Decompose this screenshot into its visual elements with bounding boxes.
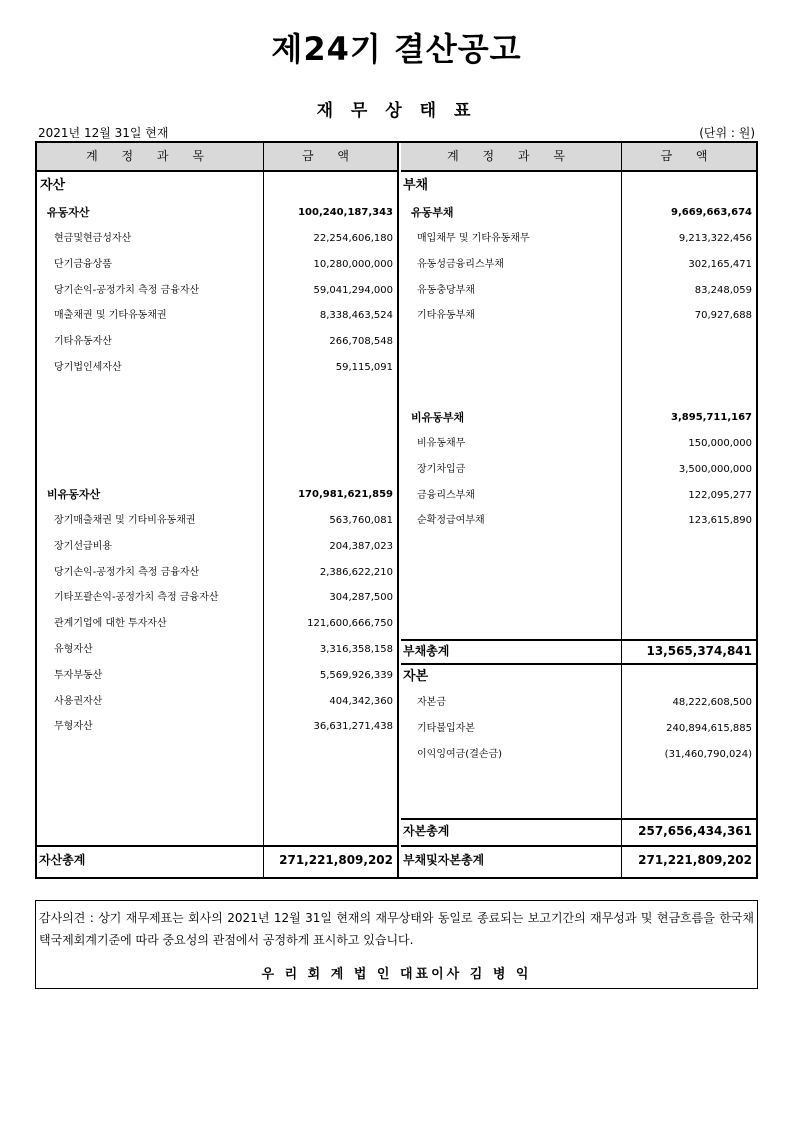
line-item-row — [54, 334, 393, 350]
page-title: 제24기 결산공고 — [271, 30, 522, 68]
total-divider — [37, 845, 397, 847]
liabilities-section: 부채 — [403, 178, 429, 193]
statement-title: 재 무 상 태 표 — [316, 101, 477, 121]
equity-total-top — [401, 818, 756, 820]
line-item-row — [417, 257, 752, 273]
line-item-row — [417, 695, 752, 711]
line-item-row — [54, 590, 393, 606]
line-item-amount: 3,316,358,158 — [319, 644, 393, 655]
line-item-label: 당기법인세자산 — [54, 362, 122, 373]
equity-section: 자본 — [403, 669, 429, 684]
line-item-label: 관계기업에 대한 투자자산 — [54, 618, 167, 630]
line-item-label: 기타포괄손익-공정가치 측정 금융자산 — [54, 592, 219, 604]
line-item-row — [417, 283, 752, 299]
column-divider — [263, 143, 264, 879]
line-item-label: 투자부동산 — [54, 669, 103, 681]
line-item-amount: 266,708,548 — [329, 336, 393, 348]
line-item-amount: 70,927,688 — [694, 310, 752, 322]
assets-column — [37, 143, 399, 877]
line-item-amount: 8,338,463,524 — [319, 310, 393, 322]
line-item-amount: 204,387,023 — [329, 540, 393, 552]
line-item-amount: 563,760,081 — [329, 515, 393, 526]
balance-sheet-table — [35, 141, 758, 879]
line-item-amount: 59,115,091 — [335, 362, 393, 373]
line-item-row — [417, 231, 752, 247]
auditor-signature: 우 리 회 계 법 인 대표이사 김 병 익 — [261, 967, 532, 982]
column-divider — [621, 143, 622, 879]
line-item-label: 비유동채무 — [417, 438, 466, 449]
assets-section: 자산 — [40, 178, 66, 193]
line-item-row — [54, 694, 393, 710]
account-header: 계 정 과 목 — [447, 149, 575, 163]
account-header: 계 정 과 목 — [86, 149, 214, 163]
line-item-amount: 5,569,926,339 — [319, 669, 393, 681]
line-item-amount: 302,165,471 — [688, 258, 752, 270]
noncurrent-liabilities-row: 비유동부채 3,895,711,167 — [411, 411, 752, 424]
line-item-amount: 123,615,890 — [688, 515, 752, 527]
line-item-amount: 83,248,059 — [694, 284, 752, 296]
liabilities-header — [401, 143, 756, 172]
line-item-row — [54, 257, 393, 273]
line-item-amount: 59,041,294,000 — [313, 284, 393, 296]
assets-header — [37, 143, 397, 172]
line-item-row — [417, 436, 752, 452]
line-item-label: 매출채권 및 기타유동채권 — [54, 310, 167, 322]
line-item-label: 기타유동자산 — [54, 336, 112, 348]
audit-opinion-box — [35, 900, 758, 989]
line-item-row — [417, 721, 752, 737]
line-item-amount: 22,254,606,180 — [313, 233, 393, 244]
line-item-label: 단기금융상품 — [54, 258, 112, 270]
line-item-label: 순확정급여부채 — [417, 515, 485, 527]
line-item-amount: 150,000,000 — [688, 438, 752, 449]
line-item-label: 유동성금융리스부채 — [417, 258, 504, 270]
line-item-label: 유형자산 — [54, 644, 93, 655]
line-item-amount: 240,894,615,885 — [666, 722, 752, 734]
line-item-label: 기타유동부채 — [417, 310, 475, 322]
line-item-label: 장기매출채권 및 기타비유동채권 — [54, 515, 196, 526]
line-item-amount: 9,213,322,456 — [678, 233, 752, 244]
line-item-row — [54, 308, 393, 324]
current-assets-row: 유동자산 100,240,187,343 — [47, 206, 393, 219]
line-item-row — [54, 668, 393, 684]
line-item-row — [54, 719, 393, 735]
audit-opinion-text: 감사의견 : 상기 재무제표는 회사의 2021년 12월 31일 현재의 재무상태와 동일로 종료되는 보고기간의 재무성과 및 현금흐름을 한국채택국제회계기준에 따라 중요성의 관점에서 공정하게 표시하고 있습니다. — [39, 911, 754, 947]
line-item-amount: 121,600,666,750 — [307, 618, 393, 630]
total-equity-row: 자본총계 257,656,434,361 — [403, 824, 752, 838]
line-item-label: 당기손익-공정가치 측정 금융자산 — [54, 284, 200, 296]
line-item-amount: 48,222,608,500 — [672, 697, 752, 708]
line-item-label: 장기선급비용 — [54, 540, 112, 552]
line-item-row — [417, 747, 752, 763]
line-item-amount: 304,287,500 — [329, 592, 393, 604]
line-item-label: 무형자산 — [54, 721, 93, 733]
line-item-row — [54, 565, 393, 581]
total-divider — [401, 845, 756, 847]
liabilities-equity-column — [401, 143, 756, 877]
line-item-label: 현금및현금성자산 — [54, 233, 132, 244]
line-item-amount: 122,095,277 — [688, 489, 752, 501]
line-item-label: 기타불입자본 — [417, 722, 475, 734]
line-item-row — [54, 231, 393, 247]
total-assets-row: 자산총계 271,221,809,202 — [39, 853, 393, 867]
line-item-label: 매입채무 및 기타유동채무 — [417, 233, 530, 244]
amount-header: 금 액 — [302, 149, 359, 163]
liabilities-total-top — [401, 639, 756, 641]
line-item-row — [54, 642, 393, 658]
total-liabilities-row: 부채총계 13,565,374,841 — [403, 644, 752, 658]
line-item-label: 당기손익-공정가치 측정 금융자산 — [54, 566, 200, 578]
current-liabilities-row: 유동부채 9,669,663,674 — [411, 206, 752, 219]
line-item-label: 이익잉여금(결손금) — [417, 748, 503, 760]
line-item-amount: 404,342,360 — [329, 695, 393, 707]
liabilities-total-bottom — [401, 663, 756, 665]
line-item-label: 금융리스부채 — [417, 489, 475, 501]
report-date: 2021년 12월 31일 현재 — [38, 126, 169, 140]
unit-note: (단위 : 원) — [699, 126, 755, 140]
line-item-row — [54, 283, 393, 299]
line-item-row — [54, 513, 393, 529]
line-item-row — [54, 616, 393, 632]
line-item-amount: (31,460,790,024) — [664, 748, 752, 760]
line-item-row — [417, 308, 752, 324]
line-item-row — [54, 539, 393, 555]
line-item-amount: 36,631,271,438 — [313, 721, 393, 733]
line-item-row — [417, 513, 752, 529]
amount-header: 금 액 — [660, 149, 718, 163]
line-item-row — [54, 360, 393, 376]
line-item-label: 장기차입금 — [417, 463, 466, 475]
line-item-row — [417, 488, 752, 504]
total-liabilities-equity-row: 부채및자본총계 271,221,809,202 — [403, 853, 752, 867]
line-item-row — [417, 462, 752, 478]
line-item-label: 자본금 — [417, 697, 446, 708]
line-item-amount: 3,500,000,000 — [678, 463, 752, 475]
line-item-amount: 2,386,622,210 — [319, 566, 393, 578]
line-item-label: 사용권자산 — [54, 695, 103, 707]
line-item-amount: 10,280,000,000 — [313, 258, 393, 270]
noncurrent-assets-row: 비유동자산 170,981,621,859 — [47, 488, 393, 501]
line-item-label: 유동충당부채 — [417, 284, 475, 296]
